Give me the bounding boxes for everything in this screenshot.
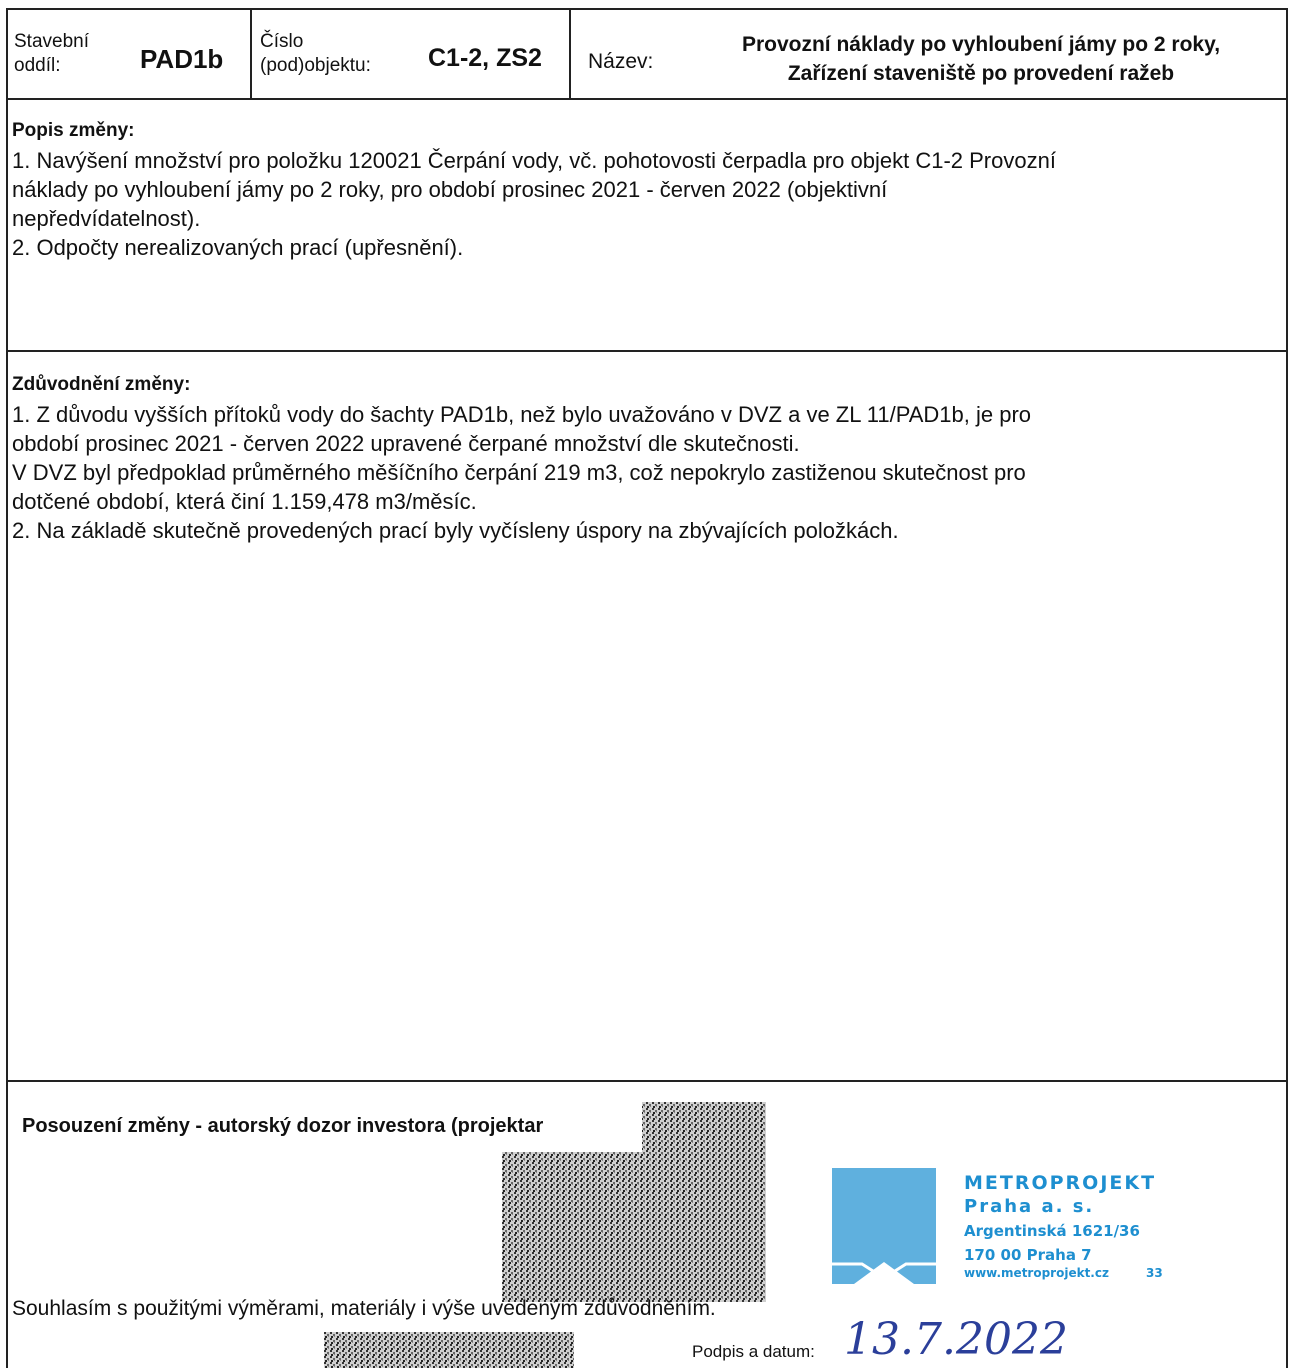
justification-line: dotčené období, která činí 1.159,478 m3/měsíc. (12, 489, 477, 514)
stamp-web: www.metroprojekt.cz (964, 1266, 1109, 1280)
description-body (12, 146, 1056, 262)
change-form (6, 8, 1288, 1368)
assessment-heading: Posouzení změny - autorský dozor investora (projektar (22, 1115, 544, 1137)
description-line: 1. Navýšení množství pro položku 120021 Čerpání vody, vč. pohotovosti čerpadla pro objekt C1-2 Provozní (12, 148, 1056, 173)
header-divider (8, 98, 1286, 100)
metroprojekt-logo (832, 1168, 936, 1284)
section-label-line-2: oddíl: (14, 55, 61, 76)
section-label (14, 30, 89, 78)
description-line: nepředvídatelnost). (12, 206, 201, 231)
object-name-line-2: Zařízení staveniště po provedení ražeb (787, 62, 1175, 85)
justification-line: 2. Na základě skutečně provedených prací byly vyčísleny úspory na zbývajících položkách. (12, 518, 899, 543)
object-name-line-1: Provozní náklady po vyhloubení jámy po 2 roky, (741, 33, 1221, 56)
object-value: C1-2, ZS2 (428, 44, 542, 72)
justification-line: období prosinec 2021 - červen 2022 upravené čerpané množství dle skutečnosti. (12, 431, 800, 456)
object-label-line-1: Číslo (260, 31, 304, 52)
section-divider-1 (8, 350, 1286, 352)
justification-line: 1. Z důvodu vyšších přítoků vody do šachty PAD1b, než bylo uvažováno v DVZ a ve ZL 11/PAD1b, je pro (12, 402, 1032, 427)
stamp-city: 170 00 Praha 7 (964, 1246, 1092, 1264)
redacted-stamp (324, 1332, 574, 1368)
section-divider-2 (8, 1080, 1286, 1082)
description-line: 2. Odpočty nerealizovaných prací (upřesnění). (12, 235, 464, 260)
section-value: PAD1b (140, 44, 224, 74)
name-label: Název: (588, 50, 654, 73)
stamp-company: METROPROJEKT (964, 1172, 1157, 1194)
redacted-signature (502, 1102, 766, 1302)
stamp-number: 33 (1146, 1266, 1163, 1280)
justification-line: V DVZ byl předpoklad průměrného měšíčního čerpání 219 m3, což nepokrylo zastiženou skutečnost pro (12, 460, 1026, 485)
description-heading: Popis změny: (12, 120, 135, 141)
section-label-line-1: Stavební (14, 31, 89, 52)
stamp-company-line2: Praha a. s. (964, 1196, 1095, 1217)
object-label-line-2: (pod)objektu: (260, 55, 371, 76)
sign-label: Podpis a datum: (692, 1342, 815, 1361)
object-label (260, 30, 371, 78)
justification-body (12, 400, 1031, 545)
metroprojekt-logo-icon (832, 1168, 936, 1284)
agreement-text: Souhlasím s použitými výměrami, materiály i výše uvedeným zdůvodněním. (12, 1297, 716, 1320)
object-name (688, 30, 1274, 88)
header-col-divider-1 (250, 10, 252, 98)
stamp-street: Argentinská 1621/36 (964, 1222, 1140, 1240)
description-line: náklady po vyhloubení jámy po 2 roky, pro období prosinec 2021 - červen 2022 (objektivní (12, 177, 888, 202)
header-col-divider-2 (569, 10, 571, 98)
handwritten-date: 13.7.2022 (844, 1314, 1068, 1365)
justification-heading: Zdůvodnění změny: (12, 374, 191, 395)
